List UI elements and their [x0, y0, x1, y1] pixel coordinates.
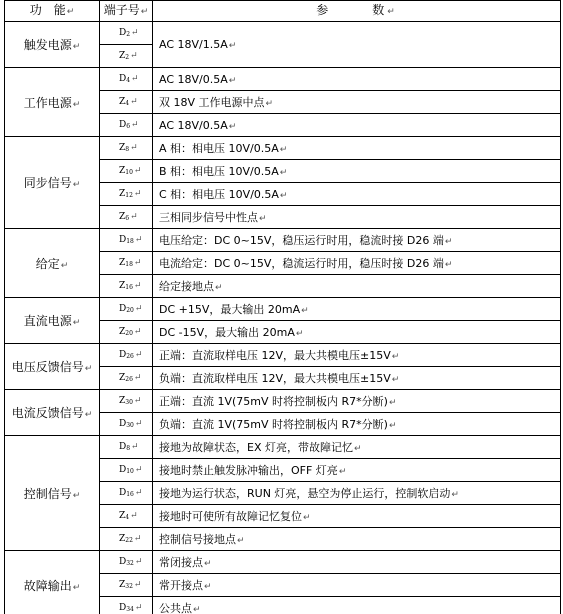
function-name: 电压反馈信号	[11, 360, 84, 374]
terminal-letter: D	[119, 304, 127, 314]
paragraph-mark-icon: ↵	[133, 166, 142, 176]
param-text: C 相：相电压 10V/0.5A	[159, 188, 279, 201]
paragraph-mark-icon: ↵	[134, 304, 143, 314]
terminal-number: 16	[125, 284, 133, 291]
terminal-number: 4	[125, 100, 130, 107]
paragraph-mark-icon: ↵	[133, 258, 142, 268]
table-row	[5, 137, 561, 160]
paragraph-mark-icon: ↵	[391, 375, 400, 385]
terminal-letter: D	[119, 557, 127, 567]
param-cell	[153, 206, 561, 229]
paragraph-mark-icon: ↵	[338, 467, 347, 477]
param-cell	[153, 597, 561, 614]
paragraph-mark-icon: ↵	[133, 373, 142, 383]
terminal-cell	[100, 597, 153, 614]
paragraph-mark-icon: ↵	[279, 191, 288, 201]
function-cell	[5, 229, 100, 298]
paragraph-mark-icon: ↵	[303, 513, 311, 523]
terminal-letter: D	[119, 350, 127, 360]
paragraph-mark-icon: ↵	[353, 444, 362, 454]
paragraph-mark-icon: ↵	[444, 237, 453, 247]
table-row	[5, 390, 561, 413]
function-name: 控制信号	[23, 486, 72, 501]
param-text: DC +15V，最大输出 20mA	[159, 303, 301, 316]
paragraph-mark-icon: ↵	[279, 168, 288, 178]
terminal-number: 8	[126, 445, 131, 452]
param-text: AC 18V/0.5A	[159, 72, 228, 86]
paragraph-mark-icon: ↵	[72, 490, 81, 501]
terminal-letter: D	[119, 442, 127, 452]
function-name: 同步信号	[23, 176, 72, 190]
header-terminal-text: 端子号	[103, 3, 140, 17]
terminal-letter: Z	[119, 580, 126, 590]
function-cell	[5, 22, 100, 68]
function-name: 触发电源	[23, 38, 72, 52]
param-text: 双 18V 工作电源中点	[159, 96, 265, 109]
terminal-letter: D	[119, 488, 127, 498]
terminal-number: 30	[126, 422, 134, 429]
paragraph-mark-icon: ↵	[451, 490, 459, 500]
param-text: 接地时可使所有故障记忆复位	[159, 510, 302, 523]
function-cell	[5, 137, 100, 229]
param-cell	[153, 436, 561, 459]
paragraph-mark-icon: ↵	[130, 212, 138, 222]
terminal-number: 8	[125, 146, 130, 153]
terminal-cell	[100, 91, 153, 114]
terminal-cell	[100, 367, 153, 390]
function-name: 直流电源	[23, 314, 72, 328]
terminal-number: 6	[126, 123, 131, 130]
paragraph-mark-icon: ↵	[130, 143, 138, 153]
paragraph-mark-icon: ↵	[134, 350, 143, 360]
terminal-letter: Z	[119, 511, 126, 521]
function-cell	[5, 344, 100, 390]
paragraph-mark-icon: ↵	[265, 99, 274, 109]
terminal-number: 10	[126, 468, 134, 475]
terminal-cell	[100, 482, 153, 505]
paragraph-mark-icon: ↵	[301, 306, 309, 316]
function-cell	[5, 68, 100, 137]
table-body	[5, 1, 561, 614]
terminal-number: 32	[126, 560, 134, 567]
terminal-cell	[100, 413, 153, 436]
terminal-cell	[100, 114, 153, 137]
paragraph-mark-icon: ↵	[387, 7, 397, 17]
function-cell	[5, 436, 100, 551]
param-cell	[153, 390, 561, 413]
terminal-number: 18	[126, 238, 134, 245]
paragraph-mark-icon: ↵	[130, 51, 138, 61]
header-terminal	[100, 1, 153, 22]
terminal-letter: D	[119, 465, 127, 475]
param-text: 正端：直流取样电压 12V，最大共模电压±15V	[159, 349, 391, 362]
function-name: 电流反馈信号	[11, 406, 84, 420]
terminal-letter: D	[119, 120, 127, 130]
param-text: B 相：相电压 10V/0.5A	[159, 165, 279, 178]
document-page	[4, 0, 561, 614]
paragraph-mark-icon: ↵	[295, 329, 304, 339]
param-cell	[153, 344, 561, 367]
table-row	[5, 551, 561, 574]
param-cell	[153, 91, 561, 114]
paragraph-mark-icon: ↵	[134, 603, 143, 613]
paragraph-mark-icon: ↵	[84, 364, 93, 374]
terminal-cell	[100, 505, 153, 528]
param-text: 电压给定：DC 0~15V，稳压运行时用，稳流时接 D26 端	[159, 234, 444, 247]
param-text: AC 18V/0.5A	[159, 118, 228, 132]
paragraph-mark-icon: ↵	[133, 189, 142, 199]
paragraph-mark-icon: ↵	[444, 260, 453, 270]
table-row	[5, 229, 561, 252]
terminal-letter: Z	[119, 327, 126, 337]
param-text: 控制信号接地点	[159, 533, 236, 546]
param-text: 正端：直流 1V(75mV 时将控制板内 R7*分断)	[159, 395, 388, 408]
paragraph-mark-icon: ↵	[131, 120, 139, 130]
terminal-letter: Z	[119, 396, 126, 406]
terminal-letter: D	[119, 74, 127, 84]
param-cell	[153, 160, 561, 183]
terminal-letter: D	[119, 603, 127, 613]
param-cell	[153, 298, 561, 321]
paragraph-mark-icon: ↵	[215, 283, 223, 293]
paragraph-mark-icon: ↵	[228, 121, 237, 132]
terminal-number: 4	[126, 77, 131, 84]
paragraph-mark-icon: ↵	[130, 97, 138, 107]
param-cell	[153, 413, 561, 436]
param-cell	[153, 528, 561, 551]
paragraph-mark-icon: ↵	[130, 511, 138, 521]
terminal-cell	[100, 436, 153, 459]
paragraph-mark-icon: ↵	[140, 7, 149, 17]
terminal-cell	[100, 45, 153, 68]
terminal-letter: Z	[119, 189, 126, 199]
terminal-cell	[100, 528, 153, 551]
paragraph-mark-icon: ↵	[228, 41, 237, 51]
paragraph-mark-icon: ↵	[131, 442, 139, 452]
terminal-cell	[100, 22, 153, 45]
terminal-cell	[100, 68, 153, 91]
terminal-number: 20	[126, 307, 134, 314]
param-text: 负端：直流 1V(75mV 时将控制板内 R7*分断)	[159, 418, 388, 431]
terminal-number: 22	[125, 537, 133, 544]
param-cell	[153, 275, 561, 298]
param-text: A 相：相电压 10V/0.5A	[159, 142, 279, 155]
paragraph-mark-icon: ↵	[72, 318, 81, 328]
param-cell	[153, 68, 561, 91]
terminal-number: 32	[125, 583, 133, 590]
param-cell	[153, 367, 561, 390]
terminal-cell	[100, 229, 153, 252]
header-function	[5, 1, 100, 22]
terminal-letter: Z	[119, 534, 126, 544]
param-text: 接地为故障状态，EX 灯亮，带故障记忆	[159, 441, 353, 454]
paragraph-mark-icon: ↵	[72, 180, 81, 190]
terminal-cell	[100, 344, 153, 367]
terminal-letter: Z	[119, 51, 126, 61]
paragraph-mark-icon: ↵	[134, 465, 143, 475]
terminal-letter: D	[119, 28, 127, 38]
header-row	[5, 1, 561, 22]
paragraph-mark-icon: ↵	[66, 7, 75, 17]
terminal-letter: Z	[119, 166, 126, 176]
terminal-number: 26	[125, 376, 133, 383]
param-cell	[153, 551, 561, 574]
paragraph-mark-icon: ↵	[237, 536, 245, 546]
terminal-number: 16	[126, 491, 134, 498]
paragraph-mark-icon: ↵	[228, 75, 237, 86]
paragraph-mark-icon: ↵	[193, 605, 201, 614]
terminal-letter: Z	[119, 258, 126, 268]
terminal-cell	[100, 275, 153, 298]
paragraph-mark-icon: ↵	[60, 260, 69, 271]
param-cell	[153, 459, 561, 482]
param-cell	[153, 505, 561, 528]
paragraph-mark-icon: ↵	[131, 74, 139, 84]
terminal-cell	[100, 574, 153, 597]
terminal-letter: Z	[119, 281, 126, 291]
function-cell	[5, 551, 100, 614]
paragraph-mark-icon: ↵	[84, 410, 93, 420]
terminal-cell	[100, 298, 153, 321]
paragraph-mark-icon: ↵	[134, 557, 143, 567]
terminal-letter: D	[119, 235, 127, 245]
terminal-number: 6	[125, 215, 130, 222]
terminal-cell	[100, 390, 153, 413]
param-cell	[153, 321, 561, 344]
paragraph-mark-icon: ↵	[259, 214, 267, 224]
function-name: 给定	[35, 256, 60, 271]
paragraph-mark-icon: ↵	[134, 488, 143, 498]
terminal-cell	[100, 183, 153, 206]
paragraph-mark-icon: ↵	[388, 398, 397, 408]
table-row	[5, 344, 561, 367]
header-function-text: 功 能	[29, 3, 66, 17]
param-text: 接地时禁止触发脉冲输出，OFF 灯亮	[159, 464, 338, 477]
param-text: 常开接点	[159, 579, 203, 592]
paragraph-mark-icon: ↵	[134, 235, 143, 245]
terminal-cell	[100, 160, 153, 183]
param-text: 公共点	[159, 602, 192, 614]
terminal-number: 18	[125, 261, 133, 268]
terminal-cell	[100, 137, 153, 160]
function-cell	[5, 390, 100, 436]
terminal-letter: Z	[119, 212, 126, 222]
param-cell	[153, 183, 561, 206]
param-cell	[153, 252, 561, 275]
terminal-cell	[100, 206, 153, 229]
terminal-number: 12	[125, 192, 133, 199]
paragraph-mark-icon: ↵	[131, 28, 139, 38]
header-params-text: 参 数	[316, 3, 387, 17]
paragraph-mark-icon: ↵	[133, 396, 142, 406]
function-name: 故障输出	[23, 578, 72, 593]
terminal-cell	[100, 551, 153, 574]
terminal-letter: D	[119, 419, 127, 429]
paragraph-mark-icon: ↵	[72, 42, 81, 52]
terminal-number: 30	[125, 399, 133, 406]
header-params	[153, 1, 561, 22]
paragraph-mark-icon: ↵	[391, 352, 400, 362]
param-text: DC -15V，最大输出 20mA	[159, 326, 295, 339]
table-row	[5, 68, 561, 91]
table-row	[5, 436, 561, 459]
terminal-number: 2	[125, 54, 130, 61]
paragraph-mark-icon: ↵	[279, 145, 288, 155]
paragraph-mark-icon: ↵	[133, 327, 142, 337]
terminal-letter: Z	[119, 143, 126, 153]
terminal-number: 20	[125, 330, 133, 337]
param-text: AC 18V/1.5A	[159, 38, 228, 51]
paragraph-mark-icon: ↵	[388, 421, 397, 431]
paragraph-mark-icon: ↵	[133, 281, 142, 291]
paragraph-mark-icon: ↵	[72, 582, 81, 593]
paragraph-mark-icon: ↵	[133, 534, 142, 544]
param-text: 电流给定：DC 0~15V，稳流运行时用，稳压时接 D26 端	[159, 257, 444, 270]
param-cell	[153, 137, 561, 160]
param-cell	[153, 482, 561, 505]
paragraph-mark-icon: ↵	[204, 559, 212, 569]
terminal-cell	[100, 321, 153, 344]
param-text: 常闭接点	[159, 556, 203, 569]
terminal-letter: Z	[119, 97, 126, 107]
function-name: 工作电源	[23, 95, 72, 110]
table-row	[5, 22, 561, 45]
paragraph-mark-icon: ↵	[133, 580, 142, 590]
terminal-number: 2	[126, 31, 131, 38]
terminal-cell	[100, 252, 153, 275]
paragraph-mark-icon: ↵	[134, 419, 143, 429]
param-text: 负端：直流取样电压 12V，最大共模电压±15V	[159, 372, 391, 385]
param-cell	[153, 574, 561, 597]
terminal-number: 34	[126, 606, 134, 613]
terminal-number: 4	[125, 514, 130, 521]
param-cell	[153, 114, 561, 137]
param-text: 给定接地点	[159, 280, 214, 293]
terminal-number: 26	[126, 353, 134, 360]
function-cell	[5, 298, 100, 344]
terminal-letter: Z	[119, 373, 126, 383]
param-cell	[153, 229, 561, 252]
paragraph-mark-icon: ↵	[204, 582, 212, 592]
paragraph-mark-icon: ↵	[72, 99, 81, 110]
param-text: 三相同步信号中性点	[159, 211, 258, 224]
terminal-cell	[100, 459, 153, 482]
terminal-spec-table	[4, 0, 561, 614]
table-row	[5, 298, 561, 321]
param-cell	[153, 22, 561, 68]
param-text: 接地为运行状态，RUN 灯亮，悬空为停止运行，控制软启动	[159, 487, 451, 500]
terminal-number: 10	[125, 169, 133, 176]
